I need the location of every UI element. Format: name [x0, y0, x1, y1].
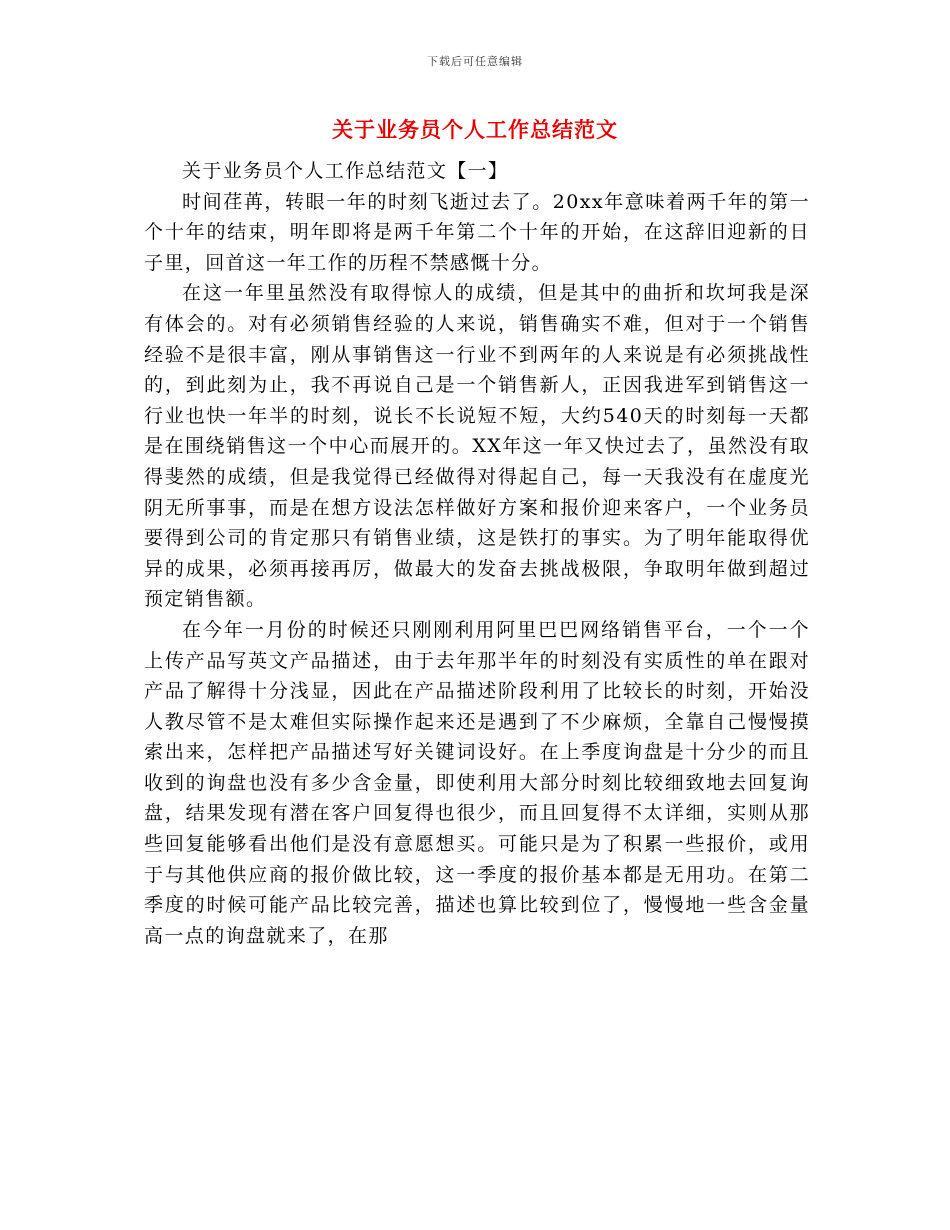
paragraph-2: 在这一年里虽然没有取得惊人的成绩，但是其中的曲折和坎坷我是深有体会的。对有必须销售经验的人来说，销售确实不难，但对于一个销售经验不是很丰富，刚从事销售这一行业不到两年的人来说是有必须挑战性的，到此刻为止，我不再说自己是一个销售新人，正因我进军到销售这一行业也快一年半的时刻，说长不长说短不短，大约540天的时刻每一天都是在围绕销售这一个中心而展开的。XX年这一年又快过去了，虽然没有取得斐然的成绩，但是我觉得已经做得对得起自己，每一天我没有在虚度光阴无所事事，而是在想方设法怎样做好方案和报价迎来客户，一个业务员要得到公司的肯定那只有销售业绩，这是铁打的事实。为了明年能取得优异的成果，必须再接再厉，做最大的发奋去挑战极限，争取明年做到超过预定销售额。 [144, 282, 810, 611]
document-title: 关于业务员个人工作总结范文 [332, 117, 618, 142]
document-body [144, 156, 810, 951]
header-note: 下载后可任意编辑 [427, 55, 523, 68]
paragraph-1: 时间荏苒，转眼一年的时刻飞逝过去了。20xx年意味着两千年的第一个十年的结束，明年即将是两千年第二个十年的开始，在这辞旧迎新的日子里，回首这一年工作的历程不禁感慨十分。 [144, 190, 810, 274]
section-subheading: 关于业务员个人工作总结范文【一】 [182, 160, 509, 182]
paragraph-3: 在今年一月份的时候还只刚刚利用阿里巴巴网络销售平台，一个一个上传产品写英文产品描述，由于去年那半年的时刻没有实质性的单在跟对产品了解得十分浅显，因此在产品描述阶段利用了比较长的时刻，开始没人教尽管不是太难但实际操作起来还是遇到了不少麻烦，全靠自己慢慢摸索出来，怎样把产品描述写好关键词设好。在上季度询盘是十分少的而且收到的询盘也没有多少含金量，即使利用大部分时刻比较细致地去回复询盘，结果发现有潜在客户回复得也很少，而且回复得不太详细，实则从那些回复能够看出他们是没有意愿想买。可能只是为了积累一些报价，或用于与其他供应商的报价做比较，这一季度的报价基本都是无用功。在第二季度的时候可能产品比较完善，描述也算比较到位了，慢慢地一些含金量高一点的询盘就来了，在那 [144, 618, 810, 947]
